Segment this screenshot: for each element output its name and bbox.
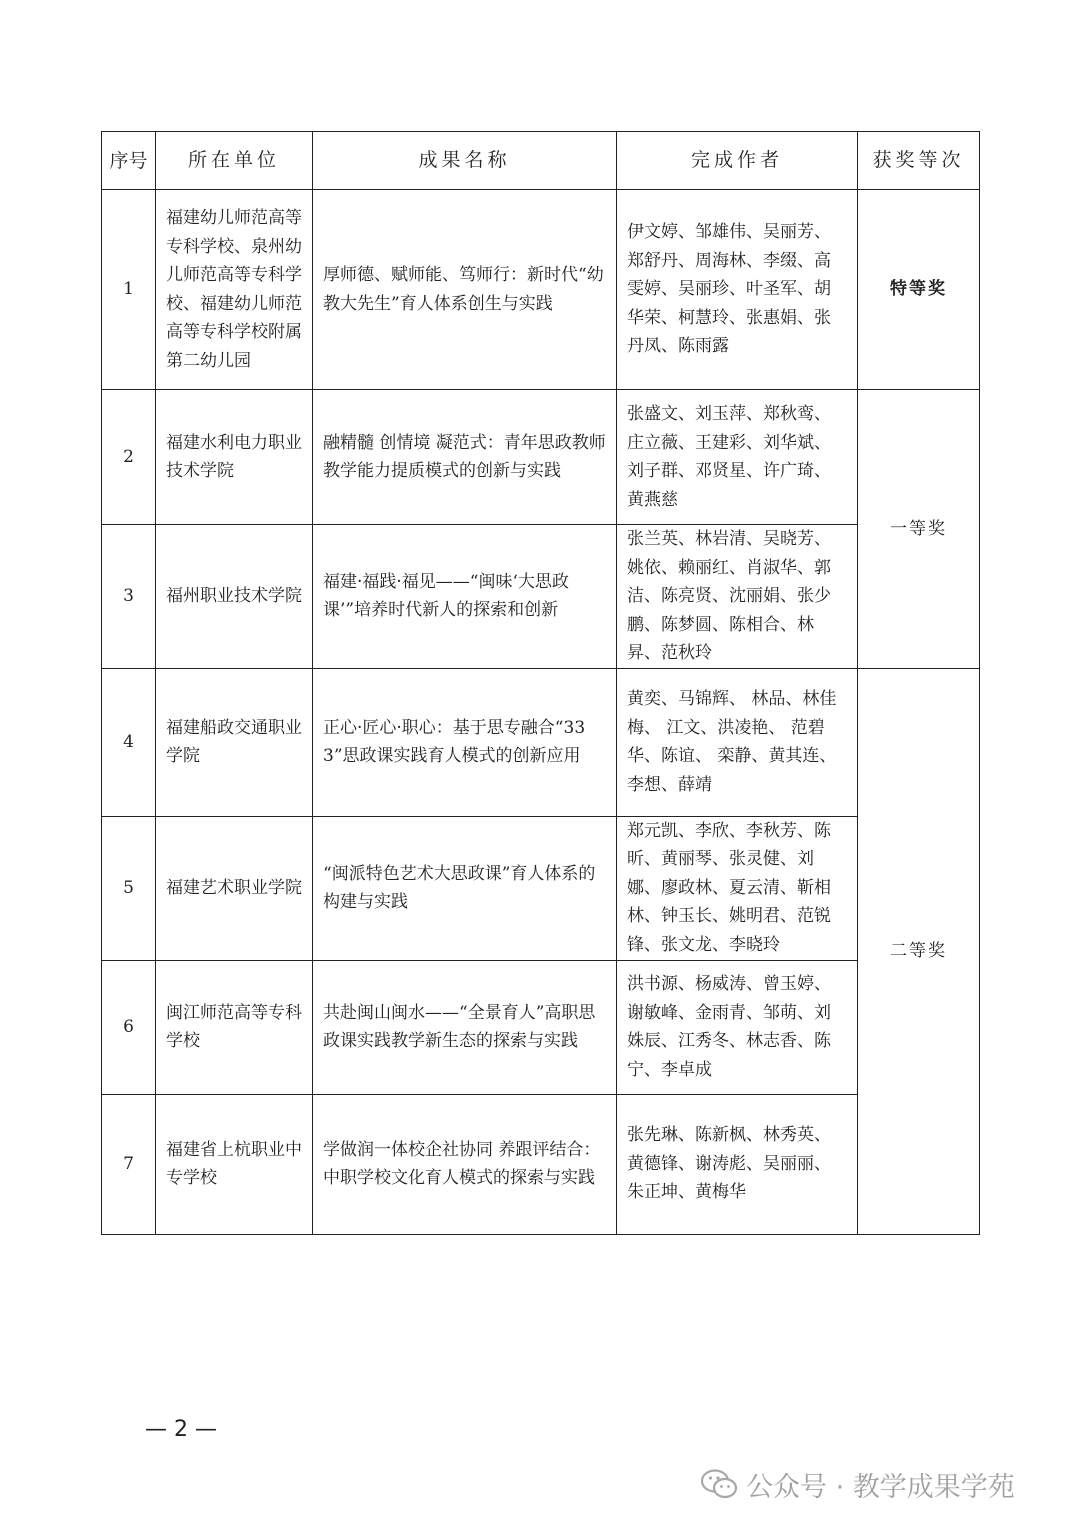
table-row (102, 960, 980, 1094)
row-authors: 伊文婷、邹雄伟、吴丽芳、郑舒丹、周海林、李缀、高雯婷、吴丽珍、叶圣军、胡华荣、柯慧玲、张惠娟、张丹凤、陈雨露 (617, 190, 858, 390)
row-authors: 洪书源、杨威涛、曾玉婷、谢敏峰、金雨青、邹萌、刘姝辰、江秀冬、林志香、陈宁、李卓成 (617, 960, 858, 1094)
row-title: 正心·匠心·职心：基于思专融合“333”思政课实践育人模式的创新应用 (313, 668, 617, 816)
table-header-row (102, 132, 980, 190)
table-row (102, 668, 980, 816)
award-second: 二等奖 (858, 668, 980, 1234)
row-title: 福建·福践·福见——“闽味‘大思政课’”培养时代新人的探索和创新 (313, 525, 617, 669)
row-title: 共赴闽山闽水——“全景育人”高职思政课实践教学新生态的探索与实践 (313, 960, 617, 1094)
row-unit: 福州职业技术学院 (156, 525, 313, 669)
wechat-icon (700, 1468, 738, 1500)
header-authors: 完成作者 (617, 132, 858, 190)
table-row (102, 190, 980, 390)
table-row (102, 1094, 980, 1234)
awards-table (101, 131, 980, 1235)
header-unit: 所在单位 (156, 132, 313, 190)
row-authors: 郑元凯、李欣、李秋芳、陈昕、黄丽琴、张灵健、刘娜、廖政林、夏云清、靳相林、钟玉长、姚明君、范锐锋、张文龙、李晓玲 (617, 816, 858, 960)
row-unit: 福建船政交通职业学院 (156, 668, 313, 816)
table-row (102, 816, 980, 960)
table-row (102, 390, 980, 525)
row-unit: 福建幼儿师范高等专科学校、泉州幼儿师范高等专科学校、福建幼儿师范高等专科学校附属第二幼儿园 (156, 190, 313, 390)
row-title: 学做润一体校企社协同 养跟评结合：中职学校文化育人模式的探索与实践 (313, 1094, 617, 1234)
row-no: 3 (102, 525, 156, 669)
row-no: 4 (102, 668, 156, 816)
row-unit: 闽江师范高等专科学校 (156, 960, 313, 1094)
award-special: 特等奖 (858, 190, 980, 390)
header-title: 成果名称 (313, 132, 617, 190)
row-title: 厚师德、赋师能、笃师行：新时代“幼教大先生”育人体系创生与实践 (313, 190, 617, 390)
row-authors: 张先琳、陈新枫、林秀英、黄德锋、谢涛彪、吴丽丽、朱正坤、黄梅华 (617, 1094, 858, 1234)
award-first: 一等奖 (858, 390, 980, 669)
row-no: 1 (102, 190, 156, 390)
watermark-text: 公众号 · 教学成果学苑 (746, 1471, 1015, 1503)
row-authors: 张兰英、林岩清、吴晓芳、姚依、赖丽红、肖淑华、郭洁、陈亮贤、沈丽娟、张少鹏、陈梦圆、陈相合、林昇、范秋玲 (617, 525, 858, 669)
table-row (102, 525, 980, 669)
row-authors: 黄奕、马锦辉、 林品、林佳梅、 江文、洪凌艳、 范碧华、陈谊、 栾静、黄其连、李想、薛靖 (617, 668, 858, 816)
row-unit: 福建水利电力职业技术学院 (156, 390, 313, 525)
row-no: 5 (102, 816, 156, 960)
header-award: 获奖等次 (858, 132, 980, 190)
row-unit: 福建省上杭职业中专学校 (156, 1094, 313, 1234)
row-authors: 张盛文、刘玉萍、郑秋鸾、庄立薇、王建彩、刘华斌、刘子群、邓贤星、许广琦、黄燕慈 (617, 390, 858, 525)
header-no: 序号 (102, 132, 156, 190)
row-title: 融精髓 创情境 凝范式：青年思政教师教学能力提质模式的创新与实践 (313, 390, 617, 525)
row-no: 6 (102, 960, 156, 1094)
row-no: 2 (102, 390, 156, 525)
page-number: — 2 — (145, 1417, 217, 1442)
row-no: 7 (102, 1094, 156, 1234)
row-title: “闽派特色艺术大思政课”育人体系的构建与实践 (313, 816, 617, 960)
watermark (700, 1462, 1015, 1506)
row-unit: 福建艺术职业学院 (156, 816, 313, 960)
